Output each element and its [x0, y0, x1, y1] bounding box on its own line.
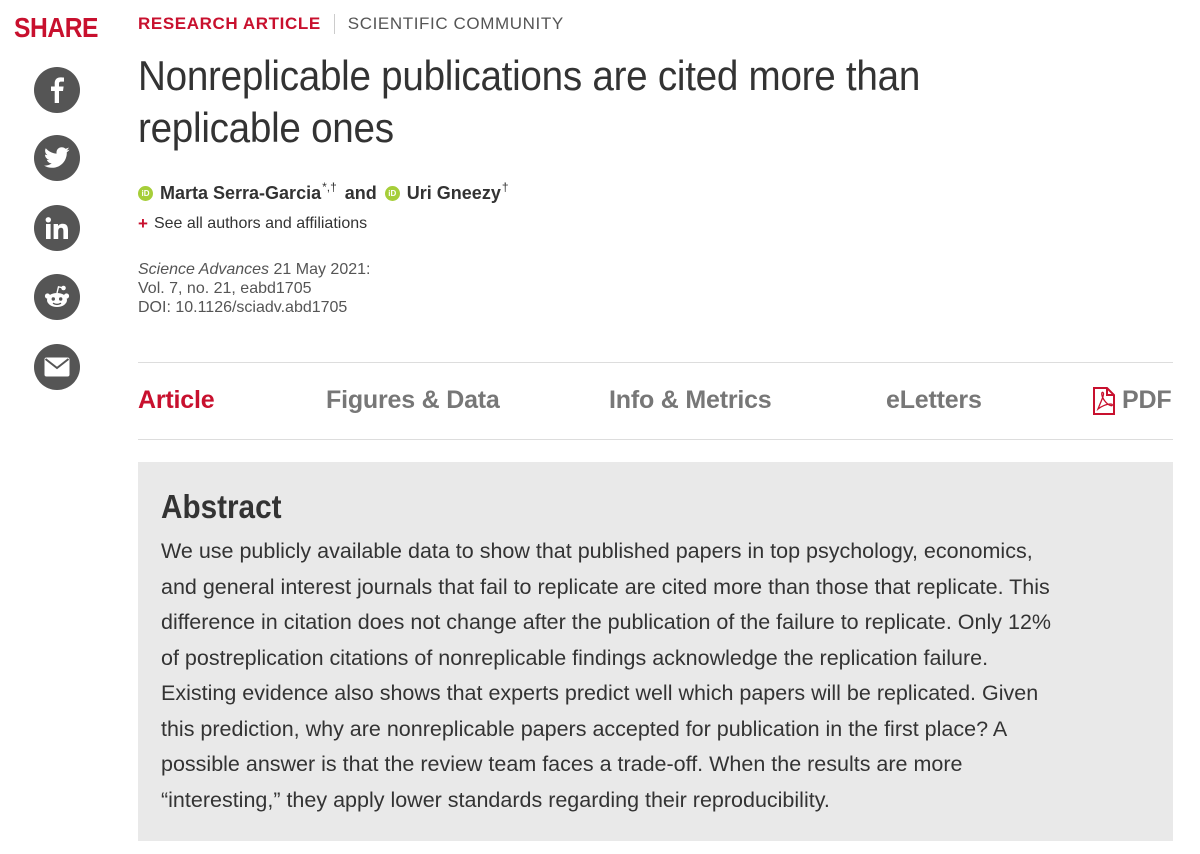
email-icon [44, 357, 70, 377]
abstract-line: difference in citation does not change after the publication of the failure to replicate. Only 12% [161, 610, 1052, 634]
twitter-icon [44, 147, 70, 169]
author-name[interactable]: Uri Gneezy [406, 183, 501, 203]
breadcrumb [138, 14, 564, 34]
abstract-line: We use publicly available data to show that published papers in top psychology, economics, [161, 539, 1033, 563]
orcid-icon[interactable]: iD [138, 186, 153, 201]
author-affiliation-marks: *,† [322, 179, 337, 194]
tab-info-metrics[interactable]: Info & Metrics [609, 386, 772, 414]
article-category-label[interactable]: SCIENTIFIC COMMUNITY [347, 14, 564, 33]
citation-meta [138, 260, 370, 317]
abstract-line: this prediction, why are nonreplicable papers accepted for publication in the first place? A [161, 716, 1008, 741]
share-title: SHARE [14, 12, 99, 43]
tabs-top-divider [138, 362, 1173, 363]
tab-pdf[interactable] [1092, 386, 1171, 415]
author-affiliation-marks: † [501, 179, 509, 194]
see-all-authors-link[interactable] [138, 214, 367, 234]
facebook-icon [46, 77, 68, 103]
abstract-text [161, 534, 1161, 818]
tab-eletters[interactable]: eLetters [886, 386, 982, 414]
abstract-section [138, 462, 1173, 841]
facebook-share-button[interactable] [34, 67, 80, 113]
article-tabs [138, 386, 1173, 420]
plus-icon: + [138, 214, 148, 233]
tab-figures-data[interactable]: Figures & Data [326, 386, 500, 414]
volume-info: Vol. 7, no. 21, eabd1705 [138, 280, 312, 297]
abstract-line: possible answer is that the review team faces a trade-off. When the results are more [161, 752, 963, 776]
abstract-line: “interesting,” they apply lower standards regarding their reproducibility. [161, 787, 830, 812]
abstract-line: and general interest journals that fail to replicate are cited more than those that replicate. This [161, 574, 1050, 599]
pdf-icon [1092, 387, 1116, 415]
abstract-line: Existing evidence also shows that experts predict well which papers will be replicated. Given [161, 681, 1039, 705]
tab-pdf-label: PDF [1122, 386, 1172, 414]
article-title: Nonreplicable publications are cited more than replicable ones [138, 52, 921, 151]
author-joiner: and [344, 183, 377, 203]
orcid-icon[interactable]: iD [385, 186, 400, 201]
author-list [138, 179, 509, 204]
abstract-heading: Abstract [161, 488, 282, 525]
breadcrumb-divider [334, 14, 335, 34]
doi[interactable]: DOI: 10.1126/sciadv.abd1705 [138, 299, 348, 316]
reddit-icon [43, 285, 71, 309]
tab-article[interactable]: Article [138, 386, 215, 414]
author-name[interactable]: Marta Serra-Garcia [160, 183, 322, 203]
abstract-line: of postreplication citations of nonreplicable findings acknowledge the replication failure. [161, 645, 989, 670]
reddit-share-button[interactable] [34, 274, 80, 320]
see-all-authors-label: See all authors and affiliations [153, 215, 368, 232]
publication-date: 21 May 2021: [273, 261, 371, 278]
twitter-share-button[interactable] [34, 135, 80, 181]
article-type-label[interactable]: RESEARCH ARTICLE [138, 14, 321, 33]
linkedin-share-button[interactable] [34, 205, 80, 251]
tabs-bottom-divider [138, 439, 1173, 440]
share-rail [14, 12, 100, 44]
email-share-button[interactable] [34, 344, 80, 390]
journal-name: Science Advances [138, 261, 270, 278]
linkedin-icon [45, 217, 69, 239]
